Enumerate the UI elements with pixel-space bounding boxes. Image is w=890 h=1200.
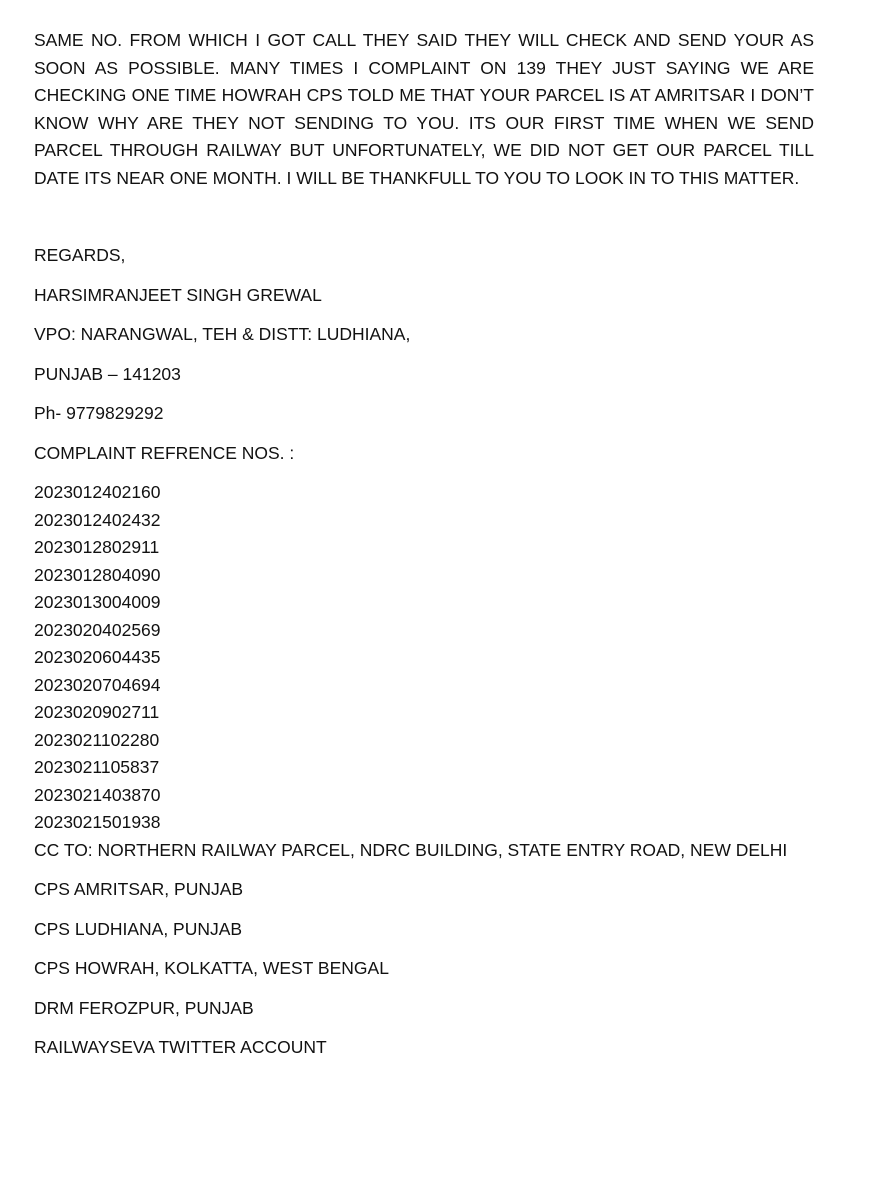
paragraph-spacer — [34, 192, 814, 242]
cc-recipient: CPS LUDHIANA, PUNJAB — [34, 918, 243, 939]
complaint-ref-number: 2023021501938 — [34, 812, 161, 832]
sender-address-line2: PUNJAB – 141203 — [34, 363, 181, 384]
sender-name: HARSIMRANJEET SINGH GREWAL — [34, 284, 322, 305]
complaint-refs-heading: COMPLAINT REFRENCE NOS. : — [34, 442, 295, 463]
sender-phone: Ph- 9779829292 — [34, 403, 164, 423]
complaint-ref-number: 2023012804090 — [34, 564, 161, 585]
closing-text: REGARDS, — [34, 245, 126, 265]
complaint-ref-number: 2023020604435 — [34, 647, 161, 667]
sender-address-line1: VPO: NARANGWAL, TEH & DISTT: LUDHIANA, — [34, 324, 411, 344]
complaint-ref-number: 2023013004009 — [34, 592, 161, 612]
complaint-ref-number: 2023012402432 — [34, 509, 161, 530]
cc-recipient: DRM FEROZPUR, PUNJAB — [34, 997, 254, 1018]
complaint-ref-number: 2023020902711 — [34, 702, 160, 722]
complaint-ref-number: 2023020704694 — [34, 674, 161, 695]
cc-recipient: CPS HOWRAH, KOLKATTA, WEST BENGAL — [34, 958, 389, 978]
complaint-ref-number: 2023012802911 — [34, 537, 160, 557]
complaint-refs-list — [34, 479, 814, 837]
complaint-ref-number: 2023012402160 — [34, 482, 161, 502]
cc-recipient: RAILWAYSEVA TWITTER ACCOUNT — [34, 1037, 327, 1057]
complaint-ref-number: 2023020402569 — [34, 619, 161, 640]
complaint-ref-number: 2023021403870 — [34, 784, 161, 805]
cc-recipient: CPS AMRITSAR, PUNJAB — [34, 879, 244, 899]
complaint-ref-number: 2023021105837 — [34, 757, 160, 777]
body-paragraph: SAME NO. FROM WHICH I GOT CALL THEY SAID THEY WILL CHECK AND SEND YOUR AS SOON AS POSSIBLE. MANY TIMES I COMPLAINT ON 139 THEY JUST SAYING WE ARE CHECKING ONE TIME HOWRAH CPS TOLD ME THAT YOUR PARCEL IS AT AMRITSAR I DON’T KNOW WHY ARE THEY NOT SENDING TO YOU. ITS OUR FIRST TIME WHEN WE SEND PARCEL THROUGH RAILWAY BUT UNFORTUNATELY, WE DID NOT GET OUR PARCEL TILL DATE ITS NEAR ONE MONTH. I WILL BE THANKFULL TO YOU TO LOOK IN TO THIS MATTER. — [34, 30, 814, 188]
complaint-ref-number: 2023021102280 — [34, 729, 160, 750]
cc-main-recipient: CC TO: NORTHERN RAILWAY PARCEL, NDRC BUILDING, STATE ENTRY ROAD, NEW DELHI — [34, 839, 788, 860]
